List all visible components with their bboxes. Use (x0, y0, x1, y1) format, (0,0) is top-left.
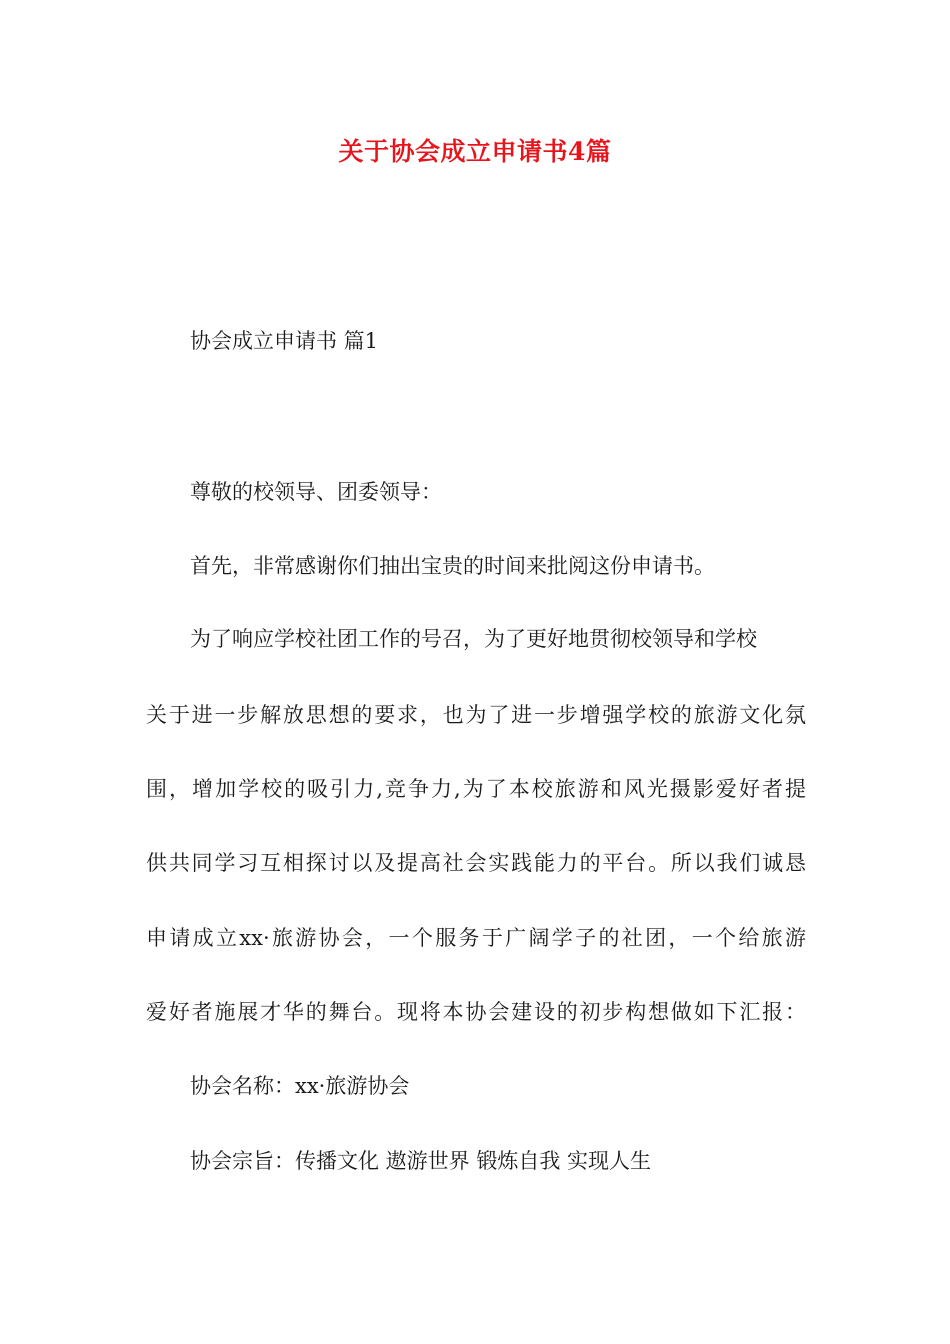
paragraph-line: 为了响应学校社团工作的号召，为了更好地贯彻校领导和学校 (190, 627, 757, 651)
paragraph-line: 围，增加学校的吸引力,竞争力,为了本校旅游和风光摄影爱好者提 (146, 777, 806, 801)
association-purpose-line: 协会宗旨：传播文化 遨游世界 锻炼自我 实现人生 (190, 1149, 652, 1173)
paragraph-line: 关于进一步解放思想的要求，也为了进一步增强学校的旅游文化氛 (146, 703, 806, 727)
paragraph-line: 爱好者施展才华的舞台。现将本协会建设的初步构想做如下汇报： (146, 1000, 806, 1024)
paragraph-line: 首先，非常感谢你们抽出宝贵的时间来批阅这份申请书。 (190, 554, 715, 578)
salutation: 尊敬的校领导、团委领导： (190, 480, 442, 504)
association-name-line: 协会名称：xx·旅游协会 (190, 1074, 410, 1098)
section-heading: 协会成立申请书 篇1 (190, 329, 379, 353)
paragraph-line: 供共同学习互相探讨以及提高社会实践能力的平台。所以我们诚恳 (146, 851, 806, 875)
paragraph-line: 申请成立xx·旅游协会，一个服务于广阔学子的社团，一个给旅游 (146, 926, 806, 950)
document-title: 关于协会成立申请书4篇 (338, 137, 612, 166)
